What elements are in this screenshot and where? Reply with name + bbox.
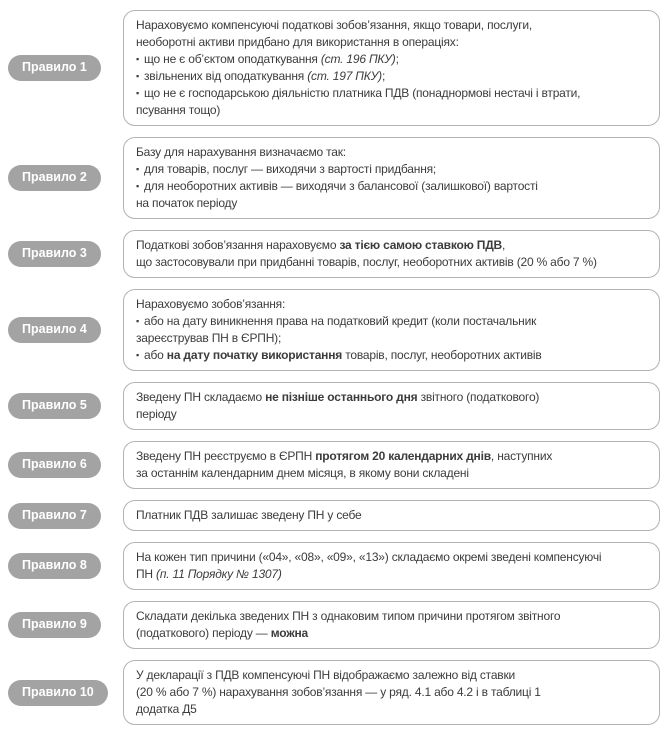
text-segment: Зведену ПН складаємо — [136, 390, 266, 404]
rule-box — [123, 542, 660, 590]
rule-text-line — [136, 51, 647, 68]
rule-text-line — [136, 254, 647, 271]
rule-text-line — [136, 448, 647, 465]
rule-text-line — [136, 465, 647, 482]
rule-label-pill: Правило 9 — [8, 612, 101, 638]
rule-row — [8, 542, 660, 590]
rule-label-pill: Правило 8 — [8, 553, 101, 579]
rule-text-line — [136, 549, 647, 566]
rule-row — [8, 601, 660, 649]
bullet-icon: ▪ — [136, 54, 139, 64]
text-segment: додатка Д5 — [136, 702, 197, 716]
rule-pill-column — [8, 165, 123, 191]
rule-pill-column — [8, 317, 123, 343]
text-segment: товарів, послуг, необоротних активів — [342, 348, 542, 362]
rule-text-line — [136, 296, 647, 313]
text-segment: звільнених від оподаткування — [144, 69, 308, 83]
rule-row — [8, 10, 660, 126]
text-segment: Нараховуємо зобов’язання: — [136, 297, 286, 311]
rule-row — [8, 441, 660, 489]
rule-text-line — [136, 313, 647, 330]
rule-text-line — [136, 144, 647, 161]
text-segment: за тією самою ставкою ПДВ — [339, 238, 503, 252]
rule-row — [8, 137, 660, 219]
text-segment: не пізніше останнього дня — [265, 390, 418, 404]
rule-row — [8, 289, 660, 371]
rule-text-line — [136, 667, 647, 684]
rule-pill-column — [8, 452, 123, 478]
text-segment: , — [502, 238, 506, 252]
text-segment: Платник ПДВ залишає зведену ПН у себе — [136, 508, 362, 522]
rule-pill-column — [8, 553, 123, 579]
rule-box — [123, 230, 660, 278]
rule-label-pill: Правило 1 — [8, 55, 101, 81]
rule-text-line — [136, 178, 647, 195]
rule-row — [8, 230, 660, 278]
rule-text-line — [136, 102, 647, 119]
text-segment: що не є об’єктом оподаткування — [144, 52, 321, 66]
rule-text-line — [136, 507, 647, 524]
rule-label-pill: Правило 2 — [8, 165, 101, 191]
bullet-icon: ▪ — [136, 88, 139, 98]
rule-text-line — [136, 625, 647, 642]
text-segment: можна — [270, 626, 309, 640]
rule-text-line — [136, 34, 647, 51]
rule-text-line — [136, 85, 647, 102]
rule-row — [8, 660, 660, 725]
bullet-icon: ▪ — [136, 164, 139, 174]
rule-row — [8, 500, 660, 531]
rule-text-line — [136, 684, 647, 701]
bullet-icon: ▪ — [136, 316, 139, 326]
text-segment: (податкового) періоду — — [136, 626, 271, 640]
text-segment: на дату початку використання — [166, 348, 343, 362]
rule-text-line — [136, 195, 647, 212]
rule-label-pill: Правило 7 — [8, 503, 101, 529]
text-segment: , наступних — [490, 449, 553, 463]
rule-text-line — [136, 237, 647, 254]
text-segment: або — [144, 348, 167, 362]
text-segment: звітного (податкового) — [417, 390, 540, 404]
text-segment: для необоротних активів — виходячи з балансової (залишкової) вартості — [144, 179, 538, 193]
text-segment: У декларації з ПДВ компенсуючі ПН відображаємо залежно від ставки — [136, 668, 516, 682]
bullet-icon: ▪ — [136, 350, 139, 360]
text-segment: ПН — [136, 567, 157, 581]
rule-box — [123, 660, 660, 725]
rule-text-line — [136, 330, 647, 347]
bullet-icon: ▪ — [136, 71, 139, 81]
rule-text-line — [136, 389, 647, 406]
text-segment: Зведену ПН реєструємо в ЄРПН — [136, 449, 316, 463]
text-segment: зареєстрував ПН в ЄРПН); — [136, 331, 282, 345]
rule-text-line — [136, 17, 647, 34]
rule-box — [123, 500, 660, 531]
text-segment: Складати декілька зведених ПН з однаковим типом причини протягом звітного — [136, 609, 561, 623]
rule-label-pill: Правило 4 — [8, 317, 101, 343]
rule-text-line — [136, 347, 647, 364]
text-segment: що не є господарською діяльністю платника ПДВ (понаднормові нестачі і втрати, — [144, 86, 581, 100]
rule-pill-column — [8, 612, 123, 638]
rule-box — [123, 441, 660, 489]
rule-pill-column — [8, 55, 123, 81]
rule-row — [8, 382, 660, 430]
text-segment: або на дату виникнення права на податковий кредит (коли постачальник — [144, 314, 537, 328]
text-segment: Податкові зобов’язання нараховуємо — [136, 238, 340, 252]
text-segment: псування тощо) — [136, 103, 221, 117]
text-segment: необоротні активи придбано для використання в операціях: — [136, 35, 459, 49]
rule-box — [123, 601, 660, 649]
rule-text-line — [136, 566, 647, 583]
rule-box — [123, 137, 660, 219]
text-segment: Нараховуємо компенсуючі податкові зобов’язання, якщо товари, послуги, — [136, 18, 533, 32]
rule-label-pill: Правило 10 — [8, 680, 108, 706]
text-segment: (ст. 196 ПКУ) — [320, 52, 396, 66]
rule-pill-column — [8, 503, 123, 529]
text-segment: на початок періоду — [136, 196, 238, 210]
text-segment: ; — [381, 69, 386, 83]
rule-pill-column — [8, 680, 123, 706]
rule-text-line — [136, 406, 647, 423]
rule-text-line — [136, 608, 647, 625]
text-segment: що застосовували при придбанні товарів, послуг, необоротних активів (20 % або 7 %) — [136, 255, 597, 269]
rule-text-line — [136, 68, 647, 85]
rule-box — [123, 10, 660, 126]
text-segment: для товарів, послуг — виходячи з вартості придбання; — [144, 162, 437, 176]
rule-box — [123, 382, 660, 430]
bullet-icon: ▪ — [136, 181, 139, 191]
text-segment: (п. 11 Порядку № 1307) — [156, 567, 282, 581]
text-segment: за останнім календарним днем місяця, в якому вони складені — [136, 466, 469, 480]
text-segment: На кожен тип причини («04», «08», «09», «13») складаємо окремі зведені компенсуючі — [136, 550, 602, 564]
text-segment: (ст. 197 ПКУ) — [307, 69, 382, 83]
rule-text-line — [136, 701, 647, 718]
rule-label-pill: Правило 3 — [8, 241, 101, 267]
text-segment: (20 % або 7 %) нарахування зобов’язання — у ряд. 4.1 або 4.2 і в таблиці 1 — [136, 685, 541, 699]
text-segment: Базу для нарахування визначаємо так: — [136, 145, 346, 159]
rule-box — [123, 289, 660, 371]
rule-label-pill: Правило 6 — [8, 452, 101, 478]
rule-text-line — [136, 161, 647, 178]
rule-pill-column — [8, 393, 123, 419]
text-segment: періоду — [136, 407, 177, 421]
rule-label-pill: Правило 5 — [8, 393, 101, 419]
text-segment: ; — [395, 52, 399, 66]
rule-pill-column — [8, 241, 123, 267]
text-segment: протягом 20 календарних днів — [315, 449, 491, 463]
